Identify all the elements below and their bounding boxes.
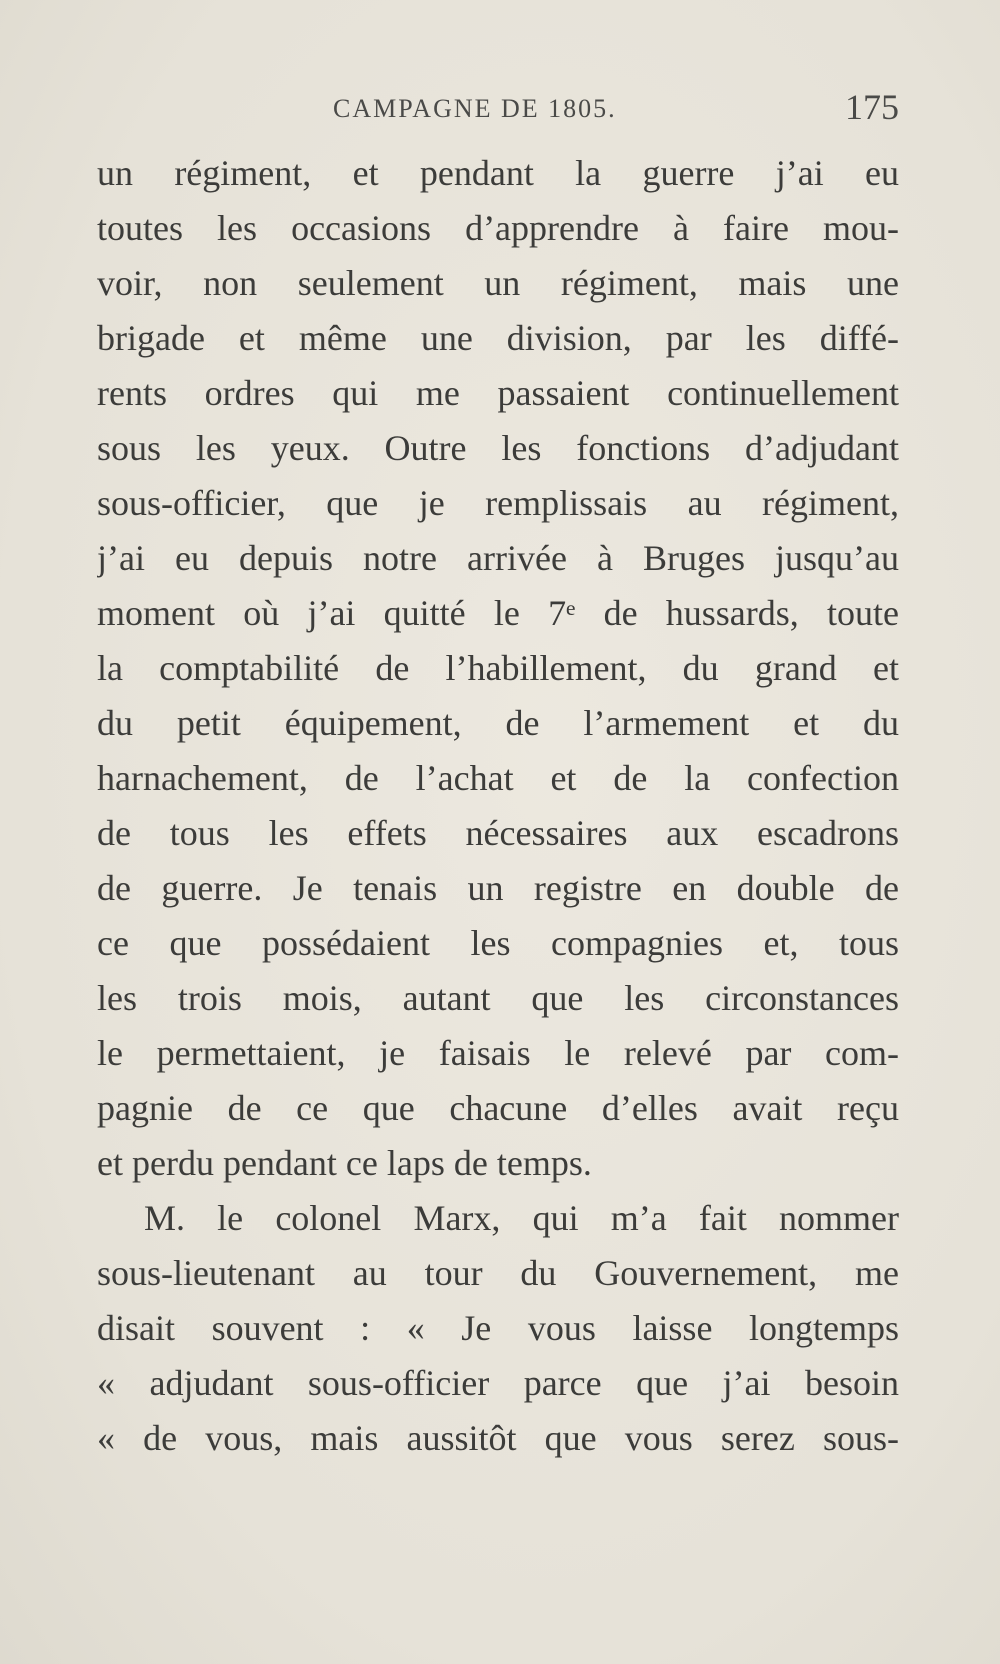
text-line: sous-lieutenant au tour du Gouvernement, me [97,1253,899,1293]
text-line: de guerre. Je tenais un registre en double de [97,868,899,908]
text-line: le permettaient, je faisais le relevé par com- [97,1033,899,1073]
body-text [97,146,899,1466]
text-line: harnachement, de l’achat et de la confection [97,758,899,798]
paragraph-first-line: M. le colonel Marx, qui m’a fait nommer [144,1198,899,1238]
text-line: voir, non seulement un régiment, mais une [97,263,899,303]
text-line: pagnie de ce que chacune d’elles avait reçu [97,1088,899,1128]
page-header [97,86,899,132]
text-line: du petit équipement, de l’armement et du [97,703,899,743]
running-title: CAMPAGNE DE 1805. [333,94,617,123]
text-line: toutes les occasions d’apprendre à faire mou- [97,208,899,248]
text-line: un régiment, et pendant la guerre j’ai eu [97,153,899,193]
paragraph-last-line: et perdu pendant ce laps de temps. [97,1143,592,1183]
text-line: la comptabilité de l’habillement, du grand et [97,648,899,688]
text-line: disait souvent : « Je vous laisse longtemps [97,1308,899,1348]
text-line: de tous les effets nécessaires aux escadrons [97,813,899,853]
text-line: « de vous, mais aussitôt que vous serez sous- [97,1418,899,1458]
text-line: ce que possédaient les compagnies et, tous [97,923,899,963]
text-line: moment où j’ai quitté le 7ᵉ de hussards, toute [97,593,899,633]
text-line: j’ai eu depuis notre arrivée à Bruges jusqu’au [97,538,899,578]
text-line: sous-officier, que je remplissais au régiment, [97,483,899,523]
text-line: brigade et même une division, par les diffé- [97,318,899,358]
text-line: rents ordres qui me passaient continuellement [97,373,899,413]
page-number: 175 [845,87,899,127]
text-line: « adjudant sous-officier parce que j’ai besoin [97,1363,899,1403]
text-line: sous les yeux. Outre les fonctions d’adjudant [97,428,899,468]
text-line: les trois mois, autant que les circonstances [97,978,899,1018]
